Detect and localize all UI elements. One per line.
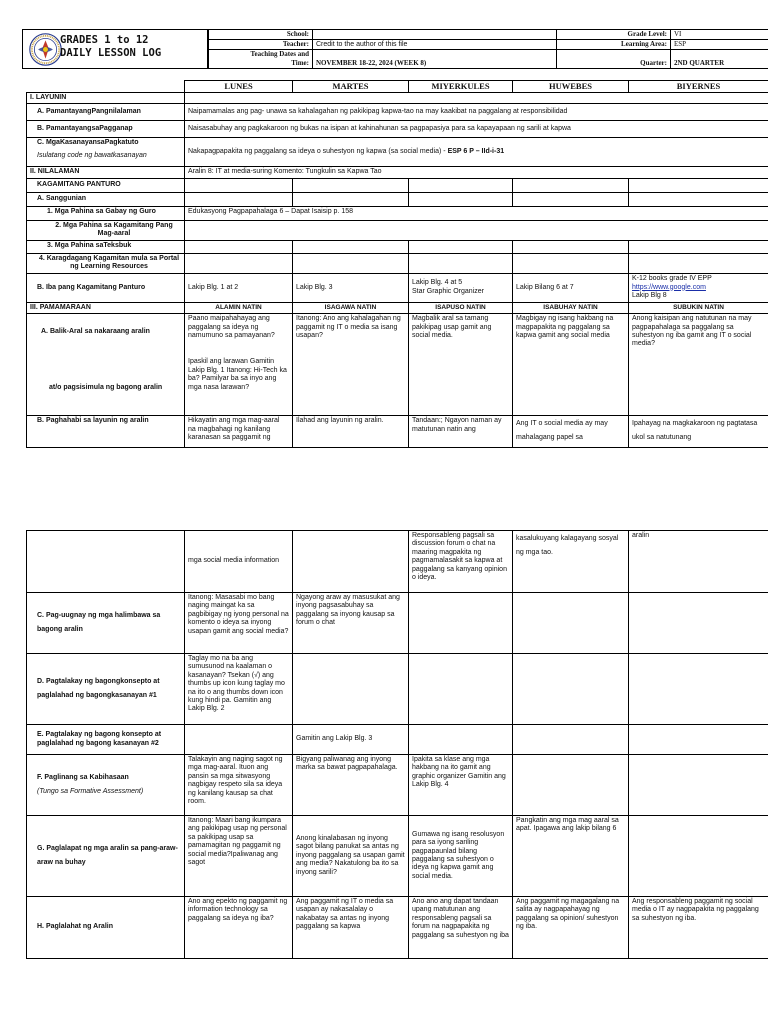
iba-pang-mon: Lakip Blg. 1 at 2 bbox=[185, 273, 293, 302]
grade-level-label: Grade Level: bbox=[557, 30, 671, 40]
mga-kasanayan-label: C. MgaKasanayansaPagkatuto bbox=[37, 139, 139, 147]
school-value bbox=[313, 30, 557, 40]
balik-aral-fri: Anong kaisipan ang natutunan na may pagpapahalaga sa paggalang sa suhestyon ng iba gamit ang IT o social media? bbox=[629, 314, 768, 416]
iba-pang-kagamitan-label: B. Iba pang Kagamitang Panturo bbox=[27, 273, 185, 302]
iba-pang-wed-extra: Star Graphic Organizer bbox=[412, 287, 484, 295]
teacher-label: Teacher: bbox=[209, 40, 313, 50]
learning-area-label: Learning Area: bbox=[557, 40, 671, 50]
iba-pang-tue: Lakip Blg. 3 bbox=[293, 273, 409, 302]
paglalahat-wed: Ano ano ang dapat tandaan upang matutunan ang responsableng pagsali sa forum na nagpapakita ng paggalang sa suhestyon ng iba bbox=[409, 897, 513, 959]
balik-aral-tue: Itanong: Ano ang kahalagahan ng paggamit ng IT o media sa isang usapan? bbox=[293, 314, 409, 416]
nilalaman-value: Aralin 8: IT at media-suring Komento: Tungkulin sa Kapwa Tao bbox=[185, 167, 768, 178]
paglinang-thu bbox=[513, 755, 629, 816]
paghahabi-tue: Ilahad ang layunin ng aralin. bbox=[293, 416, 409, 448]
pag-uugnay-thu bbox=[513, 593, 629, 654]
days-header-row bbox=[27, 81, 768, 93]
pagtalakay2-label: E. Pagtalakay ng bagong konsepto at paglalahad ng bagong kasanayan #2 bbox=[27, 725, 185, 755]
pagtalakay1-thu bbox=[513, 654, 629, 725]
iba-pang-wed: Lakip Blg. 4 at 5 bbox=[412, 279, 463, 287]
quarter-value: 2ND QUARTER bbox=[671, 50, 768, 69]
teaching-dates-label-line1: Teaching Dates and bbox=[250, 50, 309, 58]
deped-seal-icon bbox=[29, 33, 62, 66]
pagtalakay2-tue: Gamitin ang Lakip Blg. 3 bbox=[293, 725, 409, 755]
paglinang-cell bbox=[27, 755, 185, 816]
pamamaraan-head-thu: ISABUHAY NATIN bbox=[513, 302, 629, 313]
pag-uugnay-tue: Ngayong araw ay masusukat ang inyong pagsasabuhay sa paggalang sa inyong kausap sa forum o chat bbox=[293, 593, 409, 654]
gabay-guro-label: 1. Mga Pahina sa Gabay ng Guro bbox=[27, 206, 185, 220]
paghahabi-mon: Hikayatin ang mga mag-aaral na magbahagi ng kanilang karanasan sa paggamit ng bbox=[185, 416, 293, 448]
balik-aral-wed: Magbalik aral sa tamang pakikipag usap gamit ang social media. bbox=[409, 314, 513, 416]
pagtalakay2-fri bbox=[629, 725, 768, 755]
balik-aral-cell bbox=[27, 314, 185, 416]
pagtalakay1-wed bbox=[409, 654, 513, 725]
kagamitang-panturo-label: KAGAMITANG PANTURO bbox=[27, 178, 185, 192]
pamantayang-pagganap-value: Naisasabuhay ang pagkakaroon ng bukas na isipan at kahinahunan sa pagpapasiya para sa kapayapaan ng sarili at kapwa bbox=[185, 121, 768, 138]
paglalapat-wed: Gumawa ng isang resolusyon para sa iyong sariling pagpapaunlad bilang paggalang sa suhestyon o ideya ng kapwa gamit ang social media. bbox=[409, 816, 513, 897]
paglalahat-label: H. Paglalahat ng Aralin bbox=[27, 897, 185, 959]
paglinang-note: (Tungo sa Formative Assessment) bbox=[37, 787, 144, 795]
iba-pang-fri: K-12 books grade IV EPP bbox=[632, 275, 712, 283]
header-info-table bbox=[208, 29, 768, 69]
paghahabi-cont-mon: mga social media information bbox=[185, 531, 293, 593]
balik-aral-mon: Paano maipahahayag ang paggalang sa ideya ng namumuno sa pamayanan? bbox=[188, 315, 275, 339]
paglalahat-mon: Ano ang epekto ng paggamit ng information technology sa paggalang sa ideya ng iba? bbox=[185, 897, 293, 959]
pagtalakay1-mon: Taglay mo na ba ang sumusunod na kaalaman o kasanayan? Tsekan (√) ang thumbs up icon kung taglay mo na ito o ang thumbs down icon kung hindi pa. Gamitin ang Lakip Blg. 2 bbox=[185, 654, 293, 725]
lesson-log-table-page1 bbox=[26, 80, 768, 448]
paglalapat-label: G. Paglalapat ng mga aralin sa pang-araw-araw na buhay bbox=[27, 816, 185, 897]
day-tuesday: MARTES bbox=[293, 81, 409, 93]
pamamaraan-label: III. PAMAMARAAN bbox=[27, 302, 185, 313]
paglinang-label: F. Paglinang sa Kabihasaan bbox=[37, 774, 129, 782]
layunin-label: I. LAYUNIN bbox=[27, 93, 185, 104]
balik-aral-thu: Magbigay ng isang hakbang na magpapakita ng paggalang sa kapwa gamit ang social media bbox=[513, 314, 629, 416]
paglinang-tue: Bigyang paliwanag ang inyong marka sa bawat pagpapahalaga. bbox=[293, 755, 409, 816]
paghahabi-cont-tue bbox=[293, 531, 409, 593]
pamantayang-pangnilalaman-value: Naipamamalas ang pag- unawa sa kahalagahan ng pakikipag kapwa-tao na may kaakibat na paggalang at responsibilidad bbox=[185, 104, 768, 121]
paglalapat-mon: Itanong: Maari bang ikumpara ang pakikipag usap ng personal sa pakikipag usap sa pamamagitan ng paggamit ng social media?Ipaliwanag ang sagot bbox=[185, 816, 293, 897]
mga-kasanayan-cell bbox=[27, 138, 185, 167]
mga-kasanayan-value-cell bbox=[185, 138, 768, 167]
pag-uugnay-fri bbox=[629, 593, 768, 654]
pamantayang-pagganap-label: B. PamantayangsaPagganap bbox=[27, 121, 185, 138]
google-link[interactable]: https://www.google.com bbox=[632, 283, 706, 291]
paglalahat-tue: Ang paggamit ng IT o media sa usapan ay nakasalalay o nakabatay sa antas ng inyong paggalang sa kapwa bbox=[293, 897, 409, 959]
quarter-label: Quarter: bbox=[557, 50, 671, 69]
day-thursday: HUWEBES bbox=[513, 81, 629, 93]
school-label: School: bbox=[209, 30, 313, 40]
pamamaraan-head-tue: ISAGAWA NATIN bbox=[293, 302, 409, 313]
paghahabi-thu: Ang IT o social media ay may mahalagang papel sa bbox=[513, 416, 629, 448]
paghahabi-cont-wed: Responsableng pagsali sa discussion forum o chat na maaring magpakita ng pagmamalasakit sa kapwa at paggalang sa kanyang opinion o ideya. bbox=[409, 531, 513, 593]
lesson-log-table-page2 bbox=[26, 530, 768, 959]
learning-area-value: ESP bbox=[671, 40, 768, 50]
paghahabi-cont-fri: aralin bbox=[629, 531, 768, 593]
day-monday: LUNES bbox=[185, 81, 293, 93]
pagtalakay1-tue bbox=[293, 654, 409, 725]
title-line-grades: GRADES 1 to 12 bbox=[60, 34, 149, 46]
paghahabi-fri: Ipahayag na magkakaroon ng pagtatasa ukol sa natutunang bbox=[629, 416, 768, 448]
mga-kasanayan-code: ESP 6 P – IId-i-31 bbox=[447, 148, 505, 156]
iba-pang-fri-cell bbox=[629, 273, 768, 302]
pamamaraan-head-wed: ISAPUSO NATIN bbox=[409, 302, 513, 313]
pag-uugnay-label: C. Pag-uugnay ng mga halimbawa sa bagong aralin bbox=[27, 593, 185, 654]
gabay-guro-value: Edukasyong Pagpapahalaga 6 – Dapat Isaisip p. 158 bbox=[185, 206, 768, 220]
mga-kasanayan-note: Isulatang code ng bawatkasanayan bbox=[37, 151, 147, 159]
paghahabi-wed: Tandaan:; Ngayon naman ay matutunan natin ang bbox=[409, 416, 513, 448]
teaching-dates-label-line2: Time: bbox=[291, 59, 309, 67]
pag-uugnay-mon: Itanong: Masasabi mo bang naging maingat ka sa pagbibigay ng iyong personal na komento o ideya sa inyong usapan gamit ang social media? bbox=[185, 593, 293, 654]
pagtalakay2-wed bbox=[409, 725, 513, 755]
teacher-value: Credit to the author of this file bbox=[313, 40, 557, 50]
iba-pang-thu: Lakip Bilang 6 at 7 bbox=[513, 273, 629, 302]
kagamitang-pang-magaaral-label: 2. Mga Pahina sa Kagamitang Pang Mag-aaral bbox=[27, 220, 185, 240]
balik-aral-label: A. Balik-Aral sa nakaraang aralin bbox=[41, 328, 150, 336]
pagtalakay1-label: D. Pagtalakay ng bagongkonsepto at paglalahad ng bagongkasanayan #1 bbox=[27, 654, 185, 725]
title-line-dll: DAILY LESSON LOG bbox=[60, 47, 162, 59]
teaching-dates-label bbox=[209, 50, 313, 69]
header-title-box bbox=[22, 29, 208, 69]
paglalapat-tue: Anong kinalabasan ng inyong sagot bilang panukat sa antas ng inyong paggalang sa usapan gamit ang media? Nakatulong ba ito sa inyong sarili? bbox=[293, 816, 409, 897]
paglinang-wed: Ipakita sa klase ang mga hakbang na ito gamit ang graphic organizer Gamitin ang Lakip Blg. 4 bbox=[409, 755, 513, 816]
balik-aral-mon-cell bbox=[185, 314, 293, 416]
sanggunian-label: A. Sanggunian bbox=[27, 192, 185, 206]
paglinang-mon: Talakayin ang naging sagot ng mga mag-aaral. Ituon ang pansin sa mga sitwasyong nagbigay respeto sila sa ideya ng kanilang kausap sa chat room. bbox=[185, 755, 293, 816]
pagtalakay2-mon bbox=[185, 725, 293, 755]
paglalapat-fri bbox=[629, 816, 768, 897]
paglalahat-fri: Ang responsableng paggamit ng social media o IT ay nagpapakita ng paggalang sa suhestyon ng iba. bbox=[629, 897, 768, 959]
paghahabi-label: B. Paghahabi sa layunin ng aralin bbox=[27, 416, 185, 448]
balik-aral-mon-extra: Ipaskil ang larawan Gamitin Lakip Blg. 1 Itanong: Hi-Tech ka ba? Pamilyar ba sa inyo ang mga nasa larawan? bbox=[188, 358, 287, 391]
pamantayang-pangnilalaman-label: A. PamantayangPangnilalaman bbox=[27, 104, 185, 121]
grade-level-value: VI bbox=[671, 30, 768, 40]
pag-uugnay-wed bbox=[409, 593, 513, 654]
iba-pang-fri-extra: Lakip Blg 8 bbox=[632, 291, 667, 299]
mga-kasanayan-value: Nakapagpapakita ng paggalang sa ideya o suhestyon ng kapwa (sa social media) - bbox=[188, 148, 446, 156]
iba-pang-wed-cell bbox=[409, 273, 513, 302]
nilalaman-label: II. NILALAMAN bbox=[27, 167, 185, 178]
paglalahat-thu: Ang paggamit ng magagalang na salita ay nagpapahayag ng paggalang sa opinion/ suhestyon ng iba. bbox=[513, 897, 629, 959]
balik-aral-label2: at/o pagsisimula ng bagong aralin bbox=[49, 384, 163, 392]
paghahabi-cont-thu: kasalukuyang kalagayang sosyal ng mga tao. bbox=[513, 531, 629, 593]
paglinang-fri bbox=[629, 755, 768, 816]
day-friday: BIYERNES bbox=[629, 81, 768, 93]
pagtalakay1-fri bbox=[629, 654, 768, 725]
paglalapat-thu: Pangkatin ang mga mag aaral sa apat. Ipagawa ang lakip bilang 6 bbox=[513, 816, 629, 897]
pagtalakay2-thu bbox=[513, 725, 629, 755]
teaching-dates-value: NOVEMBER 18-22, 2024 (WEEK 8) bbox=[313, 50, 557, 69]
teksbuk-label: 3. Mga Pahina saTeksbuk bbox=[27, 240, 185, 253]
pamamaraan-head-mon: ALAMIN NATIN bbox=[185, 302, 293, 313]
pamamaraan-head-fri: SUBUKIN NATIN bbox=[629, 302, 768, 313]
karagdagang-kagamitan-label: 4. Karagdagang Kagamitan mula sa Portal ng Learning Resources bbox=[27, 253, 185, 273]
day-wednesday: MIYERKULES bbox=[409, 81, 513, 93]
